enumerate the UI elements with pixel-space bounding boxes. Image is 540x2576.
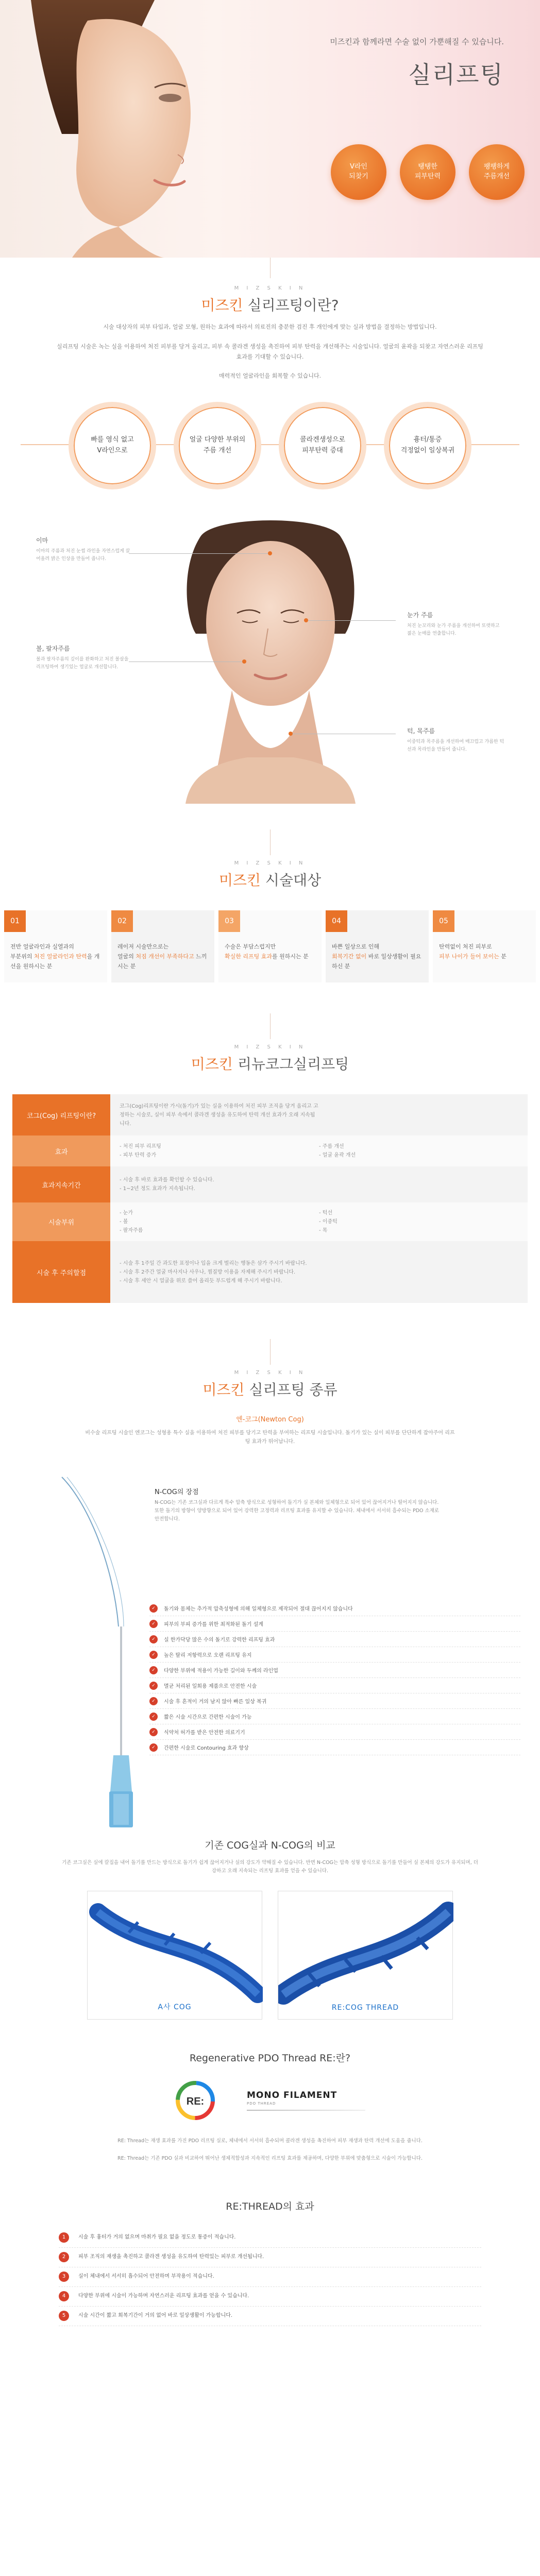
target-card — [111, 910, 214, 982]
face-illustration — [155, 515, 386, 804]
target-card — [4, 910, 107, 982]
target-text-lead: 수술은 부담스럽지만 — [225, 943, 276, 951]
annotation-eye — [407, 611, 505, 637]
cog-table-row — [12, 1094, 528, 1136]
number-badge-icon: 5 — [59, 2311, 69, 2321]
annotation-desc: 이중턱과 목주름을 개선하여 매끄럽고 갸름한 턱선과 목라인을 만들어 줍니다. — [407, 739, 504, 752]
cog-row-columns — [120, 1209, 518, 1235]
intro-paragraph: 실리프팅 시술은 녹는 실을 이용하여 처진 피부를 당겨 올리고, 피부 속 콜라겐 생성을 촉진하여 피부 탄력을 개선해주는 시술입니다. 얼굴의 윤곽을 되찾고 자연스러운 리프팅 효과를 기대할 수 있습니다. — [57, 343, 483, 360]
section-title — [0, 869, 540, 890]
benefit-circle — [69, 402, 156, 489]
title-rest: 시술대상 — [261, 872, 322, 889]
divider — [270, 829, 271, 855]
cog-row-right: - 주름 개선 - 얼굴 윤곽 개선 — [319, 1144, 356, 1159]
number-badge-icon: 3 — [59, 2272, 69, 2282]
feature-text: 식약처 허가를 받은 안전한 의료기기 — [164, 1730, 245, 1736]
benefit-label: 흉터/통증 걱정없이 일상복귀 — [400, 436, 455, 455]
hero-badge-vline — [331, 144, 386, 200]
target-text-highlight: 확실한 리프팅 효과 — [225, 953, 273, 960]
compare-image-a — [87, 1891, 262, 2020]
target-list — [0, 910, 540, 982]
cog-info-table — [12, 1094, 528, 1303]
benefit-label: 얼굴 다양한 부위의 주름 개선 — [189, 436, 246, 455]
feature-item — [149, 1632, 520, 1647]
re-thread-logo-icon — [175, 2080, 216, 2121]
target-number: 03 — [218, 910, 240, 932]
cog-row-right: - 턱선 - 이중턱 - 목 — [319, 1210, 338, 1234]
cog-row-value — [110, 1136, 528, 1166]
face-area-diagram — [0, 515, 540, 814]
title-rest: 실리프팅이란? — [243, 297, 339, 314]
pdo-title: Regenerative PDO Thread RE:란? — [189, 2053, 351, 2064]
effect-text: 실이 체내에서 서서히 흡수되어 안전하며 부작용이 적습니다. — [78, 2274, 214, 2280]
annotation-title: 이마 — [36, 537, 48, 545]
feature-text: 높은 탈리 저항력으로 오랜 리프팅 유지 — [164, 1653, 252, 1659]
number-badge-icon: 4 — [59, 2291, 69, 2301]
target-text-lead: 탄력없이 처진 피부로 — [439, 943, 492, 951]
hero-text — [330, 36, 504, 90]
cog-row-left: - 시술 후 바로 효과를 확인할 수 있습니다. - 1~2년 정도 효과가 지속됩니다. — [120, 1177, 214, 1192]
section-kicker: M I Z S K I N — [234, 285, 306, 291]
cog-row-right — [319, 1176, 518, 1193]
pdo-logos — [0, 2080, 540, 2121]
target-text-lead: 레이저 시술만으로는 얼굴의 — [117, 943, 169, 960]
intro-paragraph: 매력적인 얼굴라인을 회복할 수 있습니다. — [218, 372, 322, 380]
ncog-block — [0, 1462, 540, 1833]
section-kicker: M I Z S K I N — [234, 1044, 306, 1050]
effect-text: 다양한 부위에 시술이 가능하며 자연스러운 리프팅 효과를 얻을 수 있습니다. — [78, 2293, 249, 2299]
bullet-icon: ✓ — [149, 1604, 158, 1613]
cog-row-columns — [120, 1102, 518, 1128]
cog-row-label: 시술 후 주의할점 — [12, 1241, 110, 1303]
target-text-highlight: 피부 나이가 들어 보이는 — [439, 953, 499, 960]
compare-caption: A사 COG — [158, 2003, 192, 2012]
annotation-cheek — [36, 644, 134, 671]
cog-row-label: 효과 — [12, 1136, 110, 1166]
effects-list — [59, 2228, 481, 2326]
bullet-icon: ✓ — [149, 1651, 158, 1659]
effect-item — [59, 2267, 481, 2287]
feature-text: 돌기와 몸체는 추가적 압축성형에 의해 일체형으로 제작되어 절대 끊어지지 않습니다 — [164, 1606, 353, 1613]
feature-text: 다양한 부위에 적용이 가능한 길이와 두께의 라인업 — [164, 1668, 278, 1674]
target-text-tail: 바로 일상생활이 필요하신 분 — [332, 953, 421, 970]
title-rest: 리뉴코그실리프팅 — [232, 1056, 349, 1073]
annotation-desc: 볼과 팔자주름의 깊이를 완화하고 처진 볼살을 리프팅하여 생기있는 얼굴로 개선합니다. — [36, 657, 129, 670]
hero-badge-label: 팽팽하게 주름개선 — [483, 163, 510, 180]
benefit-circle — [384, 402, 471, 489]
target-text-highlight: 회복기간 없이 — [332, 953, 367, 960]
cog-row-left: - 시술 후 1주일 간 과도한 표정이나 입을 크게 벌리는 행동은 삼가 주시기 바랍니다. - 시술 후 2주간 얼굴 마사지나 사우나, 찜질방 이용을 자제해 주시기 바랍니다. - 시술 후 세안 시 얼굴을 위로 쓸어 올리듯 부드럽게 해 주시기 바랍니다. — [120, 1260, 307, 1284]
cog-row-value — [110, 1166, 528, 1202]
target-card — [326, 910, 429, 982]
types-description: 비수술 리프팅 시술인 엔코그는 성형용 특수 실을 이용하여 처진 피부를 당기고 탄력을 부여하는 리프팅 시술입니다. 돌기가 있는 실이 피부를 단단하게 잡아주어 리프팅 효과가 뛰어납니다. — [85, 1430, 455, 1445]
ncog-description: N-COG는 기존 코그실과 다르게 특수 압축 방식으로 성형하여 돌기가 실 본체와 일체형으로 되어 있어 끊어지거나 떨어지지 않습니다. 또한 돌기의 방향이 양방향으로 되어 있어 강력한 고정력과 리프팅 효과를 유지할 수 있습니다. 체내에서 서서히 흡수되는 PDO 소재로 안전합니다. — [155, 1500, 440, 1522]
hero-badge-label: V라인 되찾기 — [349, 163, 368, 180]
section-title — [0, 1053, 540, 1074]
section-title — [0, 294, 540, 315]
hero-model-image — [0, 0, 278, 258]
cog-row-value — [110, 1094, 528, 1136]
re-logo-text: RE: — [186, 2096, 205, 2108]
cog-row-columns — [120, 1142, 518, 1160]
target-number: 04 — [326, 910, 347, 932]
cog-row-label: 효과지속기간 — [12, 1166, 110, 1202]
feature-text: 피부의 부피 증가를 위한 최적화된 돌기 설계 — [164, 1622, 263, 1628]
feature-text: 멸균 처리된 일회용 제품으로 안전한 시술 — [164, 1684, 257, 1690]
effect-text: 피부 조직의 재생을 촉진하고 콜라겐 생성을 유도하여 탄력있는 피부로 개선됩니다. — [78, 2254, 264, 2260]
compare-title: 기존 COG실과 N-COG의 비교 — [205, 1840, 335, 1852]
target-section — [0, 814, 540, 982]
section-title — [0, 1379, 540, 1399]
feature-text: 간편한 시술로 Contouring 효과 향상 — [164, 1745, 249, 1752]
target-number: 05 — [433, 910, 454, 932]
types-subtitle: 엔-코그(Newton Cog) — [236, 1416, 304, 1424]
effect-text: 시술 후 흉터가 거의 없으며 마취가 필요 없을 정도로 통증이 적습니다. — [78, 2234, 236, 2241]
cog-row-label: 시술부위 — [12, 1202, 110, 1241]
compare-description: 기존 코그실은 실에 칼집을 내어 돌기를 만드는 방식으로 돌기가 쉽게 끊어지거나 실의 강도가 약해질 수 있습니다. 반면 N-COG는 압축 성형 방식으로 돌기를 만들어 실 본체의 강도가 유지되며, 더 강하고 오래 지속되는 리프팅 효과를 얻을 수 있습니다. — [62, 1860, 478, 1874]
annotation-line — [129, 553, 268, 554]
target-card — [218, 910, 322, 982]
feature-item — [149, 1663, 520, 1678]
compare-caption: RE:COG THREAD — [331, 2004, 399, 2012]
cog-row-right — [319, 1259, 518, 1285]
bullet-icon: ✓ — [149, 1743, 158, 1752]
bullet-icon: ✓ — [149, 1620, 158, 1628]
feature-item — [149, 1678, 520, 1693]
cog-row-value — [110, 1202, 528, 1241]
ncog-title: N-COG의 장점 — [155, 1488, 199, 1497]
compare-image-b — [278, 1891, 453, 2020]
feature-item — [149, 1709, 520, 1724]
target-text — [117, 942, 209, 971]
hero-badge-wrinkle — [469, 144, 525, 200]
cog-table-row — [12, 1166, 528, 1202]
title-accent: 미즈킨 — [201, 297, 243, 314]
cog-row-value — [110, 1241, 528, 1303]
bullet-icon: ✓ — [149, 1713, 158, 1721]
target-card — [433, 910, 536, 982]
intro-paragraph: 시술 대상자의 피부 타입과, 얼굴 모형, 원하는 효과에 따라서 의료진의 충분한 검진 후 개인에게 맞는 실과 방법을 결정하는 방법입니다. — [103, 324, 437, 330]
annotation-line — [308, 620, 396, 621]
benefit-label: 콜라겐생성으로 피부탄력 증대 — [300, 436, 345, 455]
compare-images — [0, 1891, 540, 2020]
cog-row-columns — [120, 1259, 518, 1285]
intro-section — [0, 258, 540, 814]
annotation-desc: 처진 눈꼬리와 눈가 주름을 개선하여 또렷하고 젊은 눈매를 연출합니다. — [407, 623, 500, 636]
hero-subtitle: 미즈킨과 함께라면 수술 없이 가뿐해질 수 있습니다. — [330, 37, 504, 46]
feature-item — [149, 1693, 520, 1709]
divider — [270, 1013, 271, 1039]
hero-badge-elasticity — [400, 144, 455, 200]
bullet-icon: ✓ — [149, 1682, 158, 1690]
divider — [270, 1339, 271, 1365]
thread-closeup-image — [88, 1891, 263, 2020]
hero-badges — [331, 144, 525, 200]
cog-row-left: - 처진 피부 리프팅 - 피부 탄력 증가 — [120, 1144, 161, 1159]
pdo-description: RE: Thread는 재생 효과를 가진 PDO 리프팅 실로, 체내에서 서서히 흡수되며 콜라겐 생성을 촉진하여 피부 재생과 탄력 개선에 도움을 줍니다. — [117, 2138, 423, 2144]
bullet-icon: ✓ — [149, 1728, 158, 1736]
cog-table-row — [12, 1136, 528, 1166]
target-text-highlight: 처진 얼굴라인과 탄력 — [34, 953, 87, 960]
bullet-icon: ✓ — [149, 1635, 158, 1643]
benefit-circle — [174, 402, 261, 489]
target-text — [10, 942, 102, 971]
section-kicker: M I Z S K I N — [234, 1370, 306, 1376]
cog-section — [0, 982, 540, 1303]
target-text-tail: 를 원하시는 분 — [272, 953, 309, 960]
mono-subtitle: PDO THREAD — [247, 2102, 276, 2106]
target-text-tail: 분 — [499, 953, 507, 960]
mono-filament-logo — [247, 2090, 365, 2111]
annotation-forehead — [36, 536, 134, 563]
feature-text: 시술 후 흔적이 거의 남지 않아 빠른 일상 복귀 — [164, 1699, 267, 1705]
bullet-icon: ✓ — [149, 1666, 158, 1674]
mono-title: MONO FILAMENT — [247, 2090, 338, 2101]
target-text — [439, 942, 531, 961]
annotation-title: 눈가 주름 — [407, 612, 433, 619]
target-number: 02 — [111, 910, 133, 932]
title-accent: 미즈킨 — [218, 872, 261, 889]
bottom-spacer — [0, 2326, 540, 2383]
bullet-icon: ✓ — [149, 1697, 158, 1705]
effect-item — [59, 2228, 481, 2248]
target-text — [332, 942, 424, 971]
hero-banner — [0, 0, 540, 258]
effect-text: 시술 시간이 짧고 회복기간이 거의 없어 바로 일상생활이 가능합니다. — [78, 2313, 233, 2319]
annotation-desc: 이마의 주름과 처진 눈썹 라인을 자연스럽게 끌어올려 밝은 인상을 만들어 줍니다. — [36, 549, 130, 562]
target-number: 01 — [4, 910, 26, 932]
annotation-title: 턱, 목주름 — [407, 727, 435, 735]
feature-text: 짧은 시술 시간으로 간편한 시술이 가능 — [164, 1715, 252, 1721]
annotation-title: 볼, 팔자주름 — [36, 645, 70, 653]
mono-thread-line — [247, 2110, 365, 2111]
divider — [270, 258, 271, 278]
number-badge-icon: 2 — [59, 2252, 69, 2262]
feature-item — [149, 1740, 520, 1755]
benefits-row — [0, 402, 540, 489]
cog-row-left: - 눈가 - 볼 - 팔자주름 — [120, 1210, 143, 1234]
effects-title: RE:THREAD의 효과 — [226, 2200, 314, 2212]
pdo-description: RE: Thread는 기존 PDO 실과 비교하여 뛰어난 생체적합성과 지속적인 리프팅 효과를 제공하며, 다양한 부위에 맞춤형으로 시술이 가능합니다. — [117, 2155, 423, 2161]
title-accent: 미즈킨 — [202, 1381, 245, 1399]
ncog-feature-list — [149, 1601, 520, 1755]
cog-table-row — [12, 1241, 528, 1303]
target-text-lead: 전반 얼굴라인과 실열과의 부분위의 — [10, 943, 74, 960]
hero-title: 실리프팅 — [408, 61, 504, 89]
target-text-highlight: 처짐 개선이 부족하다고 — [136, 953, 194, 960]
feature-text: 실 한가닥당 많은 수의 돌기로 강력한 리프팅 효과 — [164, 1637, 275, 1643]
hero-badge-label: 탱탱한 피부탄력 — [414, 163, 441, 180]
cog-table-row — [12, 1202, 528, 1241]
title-accent: 미즈킨 — [191, 1056, 233, 1073]
feature-item — [149, 1601, 520, 1616]
feature-item — [149, 1647, 520, 1663]
cog-row-columns — [120, 1176, 518, 1193]
section-kicker: M I Z S K I N — [234, 860, 306, 867]
benefit-circle — [279, 402, 366, 489]
effect-item — [59, 2248, 481, 2267]
number-badge-icon: 1 — [59, 2232, 69, 2243]
feature-item — [149, 1724, 520, 1740]
benefit-label: 빠를 영식 없고 V라인으로 — [91, 436, 134, 455]
cog-row-label: 코그(Cog) 리프팅이란? — [12, 1094, 110, 1136]
cog-row-right — [319, 1102, 518, 1128]
target-text-lead: 바쁜 일상으로 인해 — [332, 943, 380, 951]
target-text-tail: 을 개선을 원하시는 분 — [10, 953, 100, 970]
cannula-needle-image — [46, 1472, 149, 1833]
effect-item — [59, 2307, 481, 2326]
feature-item — [149, 1616, 520, 1632]
target-text-tail: 느끼시는 분 — [117, 953, 207, 970]
title-rest: 실리프팅 종류 — [244, 1381, 338, 1399]
annotation-chin — [407, 726, 505, 753]
effect-item — [59, 2287, 481, 2307]
types-section — [0, 1303, 540, 2382]
thread-closeup-image — [278, 1891, 453, 2020]
cog-row-left: 코그(Cog)리프팅이란 가시(돌기)가 있는 실을 이용하여 처진 피부 조직을 당겨 올리고 고정하는 시술로, 실이 피부 속에서 콜라겐 생성을 유도하여 탄력 개선 효과가 오래 지속됩니다. — [120, 1103, 318, 1127]
target-text — [225, 942, 316, 961]
